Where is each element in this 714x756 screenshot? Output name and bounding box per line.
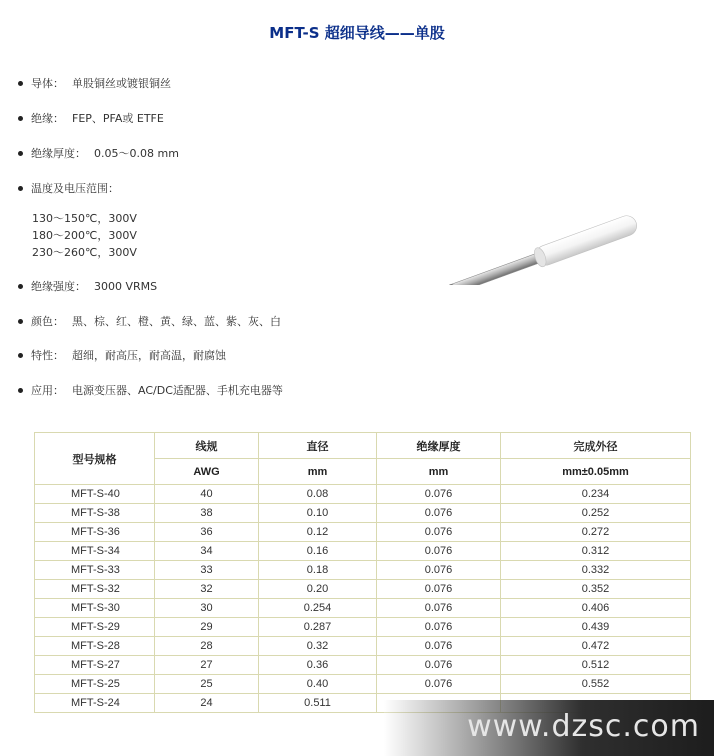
cell-insulation: 0.076 (377, 561, 501, 580)
cell-awg: 38 (155, 504, 259, 523)
cell-model: MFT-S-28 (35, 637, 155, 656)
wire-product-image (430, 195, 640, 285)
table-row (35, 580, 691, 599)
cell-diameter: 0.08 (259, 485, 377, 504)
cell-od: 0.552 (501, 675, 691, 694)
bullet-temperature-voltage (18, 181, 127, 197)
cell-model: MFT-S-25 (35, 675, 155, 694)
bullet-label: 绝缘强度： (31, 280, 86, 293)
unit-diameter: mm (259, 459, 377, 485)
cell-model: MFT-S-34 (35, 542, 155, 561)
cell-insulation: 0.076 (377, 656, 501, 675)
bullet-insulation-thickness (18, 146, 179, 162)
cell-model: MFT-S-30 (35, 599, 155, 618)
bullet-value: FEP、PFA或 ETFE (72, 112, 164, 125)
col-header-diameter: 直径 (259, 433, 377, 459)
cell-model: MFT-S-27 (35, 656, 155, 675)
cell-awg: 33 (155, 561, 259, 580)
cell-diameter: 0.254 (259, 599, 377, 618)
cell-insulation: 0.076 (377, 504, 501, 523)
bullet-label: 温度及电压范围： (31, 182, 119, 195)
cell-awg: 29 (155, 618, 259, 637)
table-row (35, 542, 691, 561)
cell-model: MFT-S-36 (35, 523, 155, 542)
bullet-dot (18, 353, 23, 358)
bullet-label: 应用： (31, 384, 64, 397)
cell-model: MFT-S-32 (35, 580, 155, 599)
table-row (35, 656, 691, 675)
cell-insulation: 0.076 (377, 675, 501, 694)
cell-model: MFT-S-40 (35, 485, 155, 504)
wire-insulation (533, 213, 639, 268)
cell-od: 0.332 (501, 561, 691, 580)
bullet-label: 绝缘厚度： (31, 147, 86, 160)
cell-awg: 36 (155, 523, 259, 542)
bullet-dot (18, 151, 23, 156)
wire-core (446, 251, 545, 285)
bullet-value: 0.05～0.08 mm (94, 147, 179, 160)
bullet-value: 3000 VRMS (94, 280, 158, 293)
cell-awg: 30 (155, 599, 259, 618)
table-row (35, 504, 691, 523)
bullet-dot (18, 81, 23, 86)
cell-insulation: 0.076 (377, 599, 501, 618)
table-row (35, 637, 691, 656)
cell-awg: 24 (155, 694, 259, 713)
table-row (35, 561, 691, 580)
cell-od: 0.406 (501, 599, 691, 618)
cell-diameter: 0.36 (259, 656, 377, 675)
bullet-applications (18, 383, 283, 399)
cell-diameter: 0.18 (259, 561, 377, 580)
cell-awg: 28 (155, 637, 259, 656)
bullet-label: 导体： (31, 77, 64, 90)
cell-od: 0.312 (501, 542, 691, 561)
bullet-dot (18, 388, 23, 393)
bullet-label: 绝缘： (31, 112, 64, 125)
cell-od: 0.234 (501, 485, 691, 504)
bullet-value: 单股铜丝或镀银铜丝 (72, 77, 171, 90)
cell-insulation: 0.076 (377, 485, 501, 504)
col-header-od: 完成外径 (501, 433, 691, 459)
col-header-insulation: 绝缘厚度 (377, 433, 501, 459)
cell-model: MFT-S-38 (35, 504, 155, 523)
cell-diameter: 0.12 (259, 523, 377, 542)
bullet-dot (18, 284, 23, 289)
cell-od: 0.352 (501, 580, 691, 599)
table-body (35, 485, 691, 713)
col-header-model: 型号规格 (35, 433, 155, 485)
bullet-colors (18, 314, 281, 330)
bullet-dot (18, 186, 23, 191)
bullet-dot (18, 116, 23, 121)
cell-diameter: 0.40 (259, 675, 377, 694)
bullet-features (18, 348, 226, 364)
bullet-value: 黑、棕、红、橙、黄、绿、蓝、紫、灰、白 (72, 315, 281, 328)
temp-range-1: 130～150℃，300V (32, 212, 137, 225)
bullet-dot (18, 319, 23, 324)
unit-insulation: mm (377, 459, 501, 485)
bullet-conductor (18, 76, 171, 92)
cell-diameter: 0.16 (259, 542, 377, 561)
cell-awg: 34 (155, 542, 259, 561)
cell-model: MFT-S-29 (35, 618, 155, 637)
cell-diameter: 0.32 (259, 637, 377, 656)
page-title: MFT-S 超细导线——单股 (269, 24, 445, 42)
cell-insulation: 0.076 (377, 523, 501, 542)
cell-awg: 27 (155, 656, 259, 675)
bullet-label: 颜色： (31, 315, 64, 328)
cell-od: 0.472 (501, 637, 691, 656)
bullet-value: 超细，耐高压，耐高温，耐腐蚀 (72, 349, 226, 362)
table-row (35, 618, 691, 637)
cell-od: 0.272 (501, 523, 691, 542)
cell-awg: 32 (155, 580, 259, 599)
cell-insulation: 0.076 (377, 542, 501, 561)
bullet-insulation (18, 111, 164, 127)
spec-table (34, 432, 691, 713)
temp-range-3: 230～260℃，300V (32, 246, 137, 259)
temp-range-2: 180～200℃，300V (32, 229, 137, 242)
cell-model: MFT-S-24 (35, 694, 155, 713)
col-header-awg: 线规 (155, 433, 259, 459)
cell-od: 0.512 (501, 656, 691, 675)
cell-diameter: 0.10 (259, 504, 377, 523)
table-row (35, 485, 691, 504)
cell-diameter: 0.287 (259, 618, 377, 637)
bullet-label: 特性： (31, 349, 64, 362)
table-row (35, 675, 691, 694)
cell-awg: 40 (155, 485, 259, 504)
cell-insulation: 0.076 (377, 637, 501, 656)
cell-od: 0.439 (501, 618, 691, 637)
cell-model: MFT-S-33 (35, 561, 155, 580)
cell-awg: 25 (155, 675, 259, 694)
table-row (35, 599, 691, 618)
table-row (35, 523, 691, 542)
bullet-value: 电源变压器、AC/DC适配器、手机充电器等 (72, 384, 283, 397)
watermark-text: www.dzsc.com (467, 709, 700, 744)
bullet-dielectric-strength (18, 279, 157, 295)
cell-insulation: 0.076 (377, 580, 501, 599)
watermark-banner (384, 700, 714, 756)
cell-insulation: 0.076 (377, 618, 501, 637)
unit-awg: AWG (155, 459, 259, 485)
cell-od: 0.252 (501, 504, 691, 523)
unit-od: mm±0.05mm (501, 459, 691, 485)
temperature-ranges (32, 210, 137, 261)
table-header-row (35, 433, 691, 459)
cell-diameter: 0.511 (259, 694, 377, 713)
cell-diameter: 0.20 (259, 580, 377, 599)
